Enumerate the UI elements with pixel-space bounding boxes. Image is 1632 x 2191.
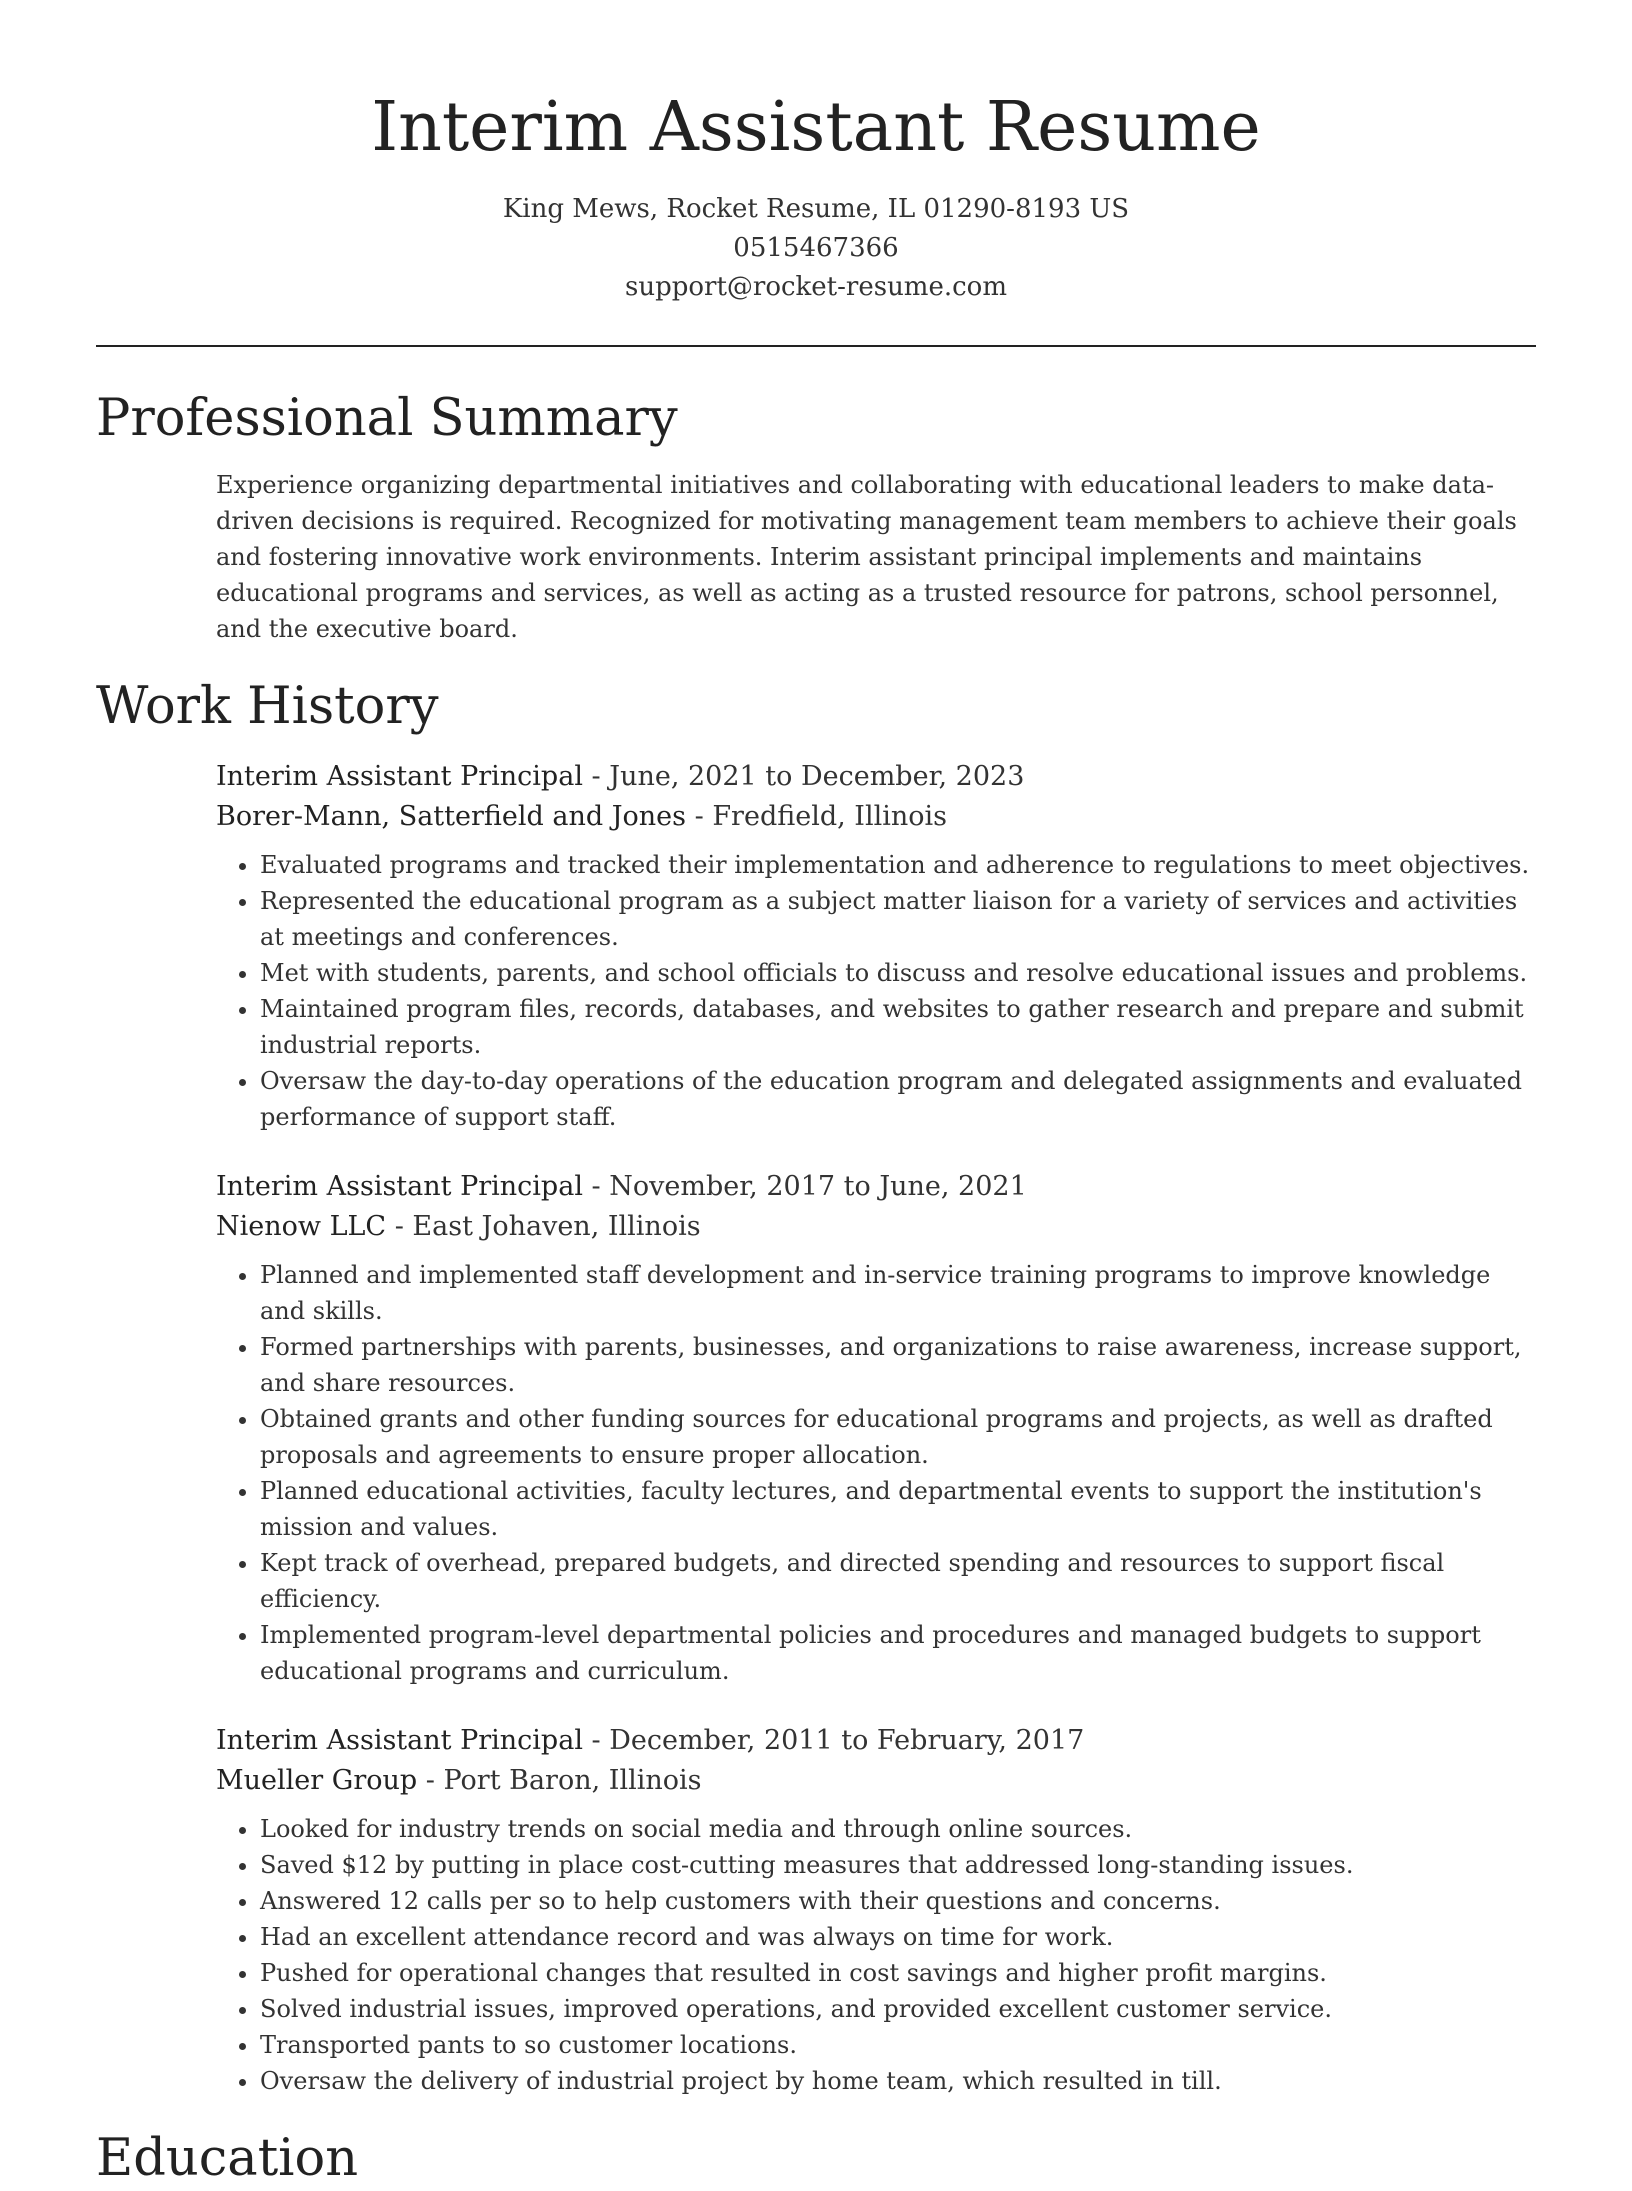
work-history-heading: Work History [96,677,439,736]
job-bullet: • Maintained program files, records, databases, and websites to gather research and prepare and submit industrial reports. [260,991,1536,1063]
job-company: Borer-Mann, Satterfield and Jones [216,801,687,832]
job-title-line: Interim Assistant Principal - December, 2011 to February, 2017 [216,1725,1085,1756]
job-bullet: • Oversaw the day-to-day operations of the education program and delegated assignments and evaluated performance of support staff. [260,1063,1536,1135]
job-bullet: • Formed partnerships with parents, businesses, and organizations to raise awareness, increase support, and share resources. [260,1329,1536,1401]
job-company-line: Borer-Mann, Satterfield and Jones - Fredfield, Illinois [216,801,948,832]
job-bullets [216,847,1536,1135]
job-bullet: • Planned educational activities, faculty lectures, and departmental events to support the institution's mission and values. [260,1473,1536,1545]
job-bullet: • Met with students, parents, and school officials to discuss and resolve educational issues and problems. [260,955,1536,991]
job-bullet: • Looked for industry trends on social media and through online sources. [260,1811,1536,1847]
job-dates: June, 2021 to December, 2023 [609,761,1025,792]
job-location: East Johaven, Illinois [412,1211,701,1242]
job-company-line: Mueller Group - Port Baron, Illinois [216,1765,702,1796]
job-company: Mueller Group [216,1765,418,1796]
job-title: Interim Assistant Principal [216,1725,583,1756]
job-location: Port Baron, Illinois [443,1765,702,1796]
contact-email: support@rocket-resume.com [624,272,1007,302]
job-title-line: Interim Assistant Principal - June, 2021 to December, 2023 [216,761,1025,792]
header-divider [96,345,1536,347]
job-entry [216,1167,1536,1689]
contact-block [0,190,1632,307]
contact-address: King Mews, Rocket Resume, IL 01290-8193 US [502,194,1130,224]
job-bullet: • Evaluated programs and tracked their implementation and adherence to regulations to meet objectives. [260,847,1536,883]
job-bullets [216,1257,1536,1689]
job-bullet: • Solved industrial issues, improved operations, and provided excellent customer service. [260,1991,1536,2027]
job-title-line: Interim Assistant Principal - November, 2017 to June, 2021 [216,1171,1027,1202]
job-bullets [216,1811,1536,2099]
summary-text: Experience organizing departmental initiatives and collaborating with educational leaders to make data-driven decisions is required. Recognized for motivating management team members to achieve their goals and fostering innovative work environments. Interim assistant principal implements and maintains educational programs and services, as well as acting as a trusted resource for patrons, school personnel, and the executive board. [216,471,1517,643]
education-heading: Education [96,2129,359,2188]
job-title: Interim Assistant Principal [216,1171,583,1202]
job-bullet: • Represented the educational program as a subject matter liaison for a variety of services and activities at meetings and conferences. [260,883,1536,955]
job-bullet: • Implemented program-level departmental policies and procedures and managed budgets to support educational programs and curriculum. [260,1617,1536,1689]
job-company-line: Nienow LLC - East Johaven, Illinois [216,1211,701,1242]
job-title: Interim Assistant Principal [216,761,583,792]
resume-header [0,0,1632,307]
job-bullet: • Oversaw the delivery of industrial project by home team, which resulted in till. [260,2063,1536,2099]
job-company: Nienow LLC [216,1211,387,1242]
resume-title: Interim Assistant Resume [371,88,1261,167]
job-dates: November, 2017 to June, 2021 [609,1171,1027,1202]
job-bullet: • Planned and implemented staff development and in-service training programs to improve knowledge and skills. [260,1257,1536,1329]
job-location: Fredfield, Illinois [712,801,948,832]
job-bullet: • Saved $12 by putting in place cost-cutting measures that addressed long-standing issues. [260,1847,1536,1883]
job-bullet: • Pushed for operational changes that resulted in cost savings and higher profit margins. [260,1955,1536,1991]
job-bullet: • Had an excellent attendance record and was always on time for work. [260,1919,1536,1955]
contact-phone: 0515467366 [733,233,899,263]
job-entry [216,1721,1536,2099]
job-bullet: • Transported pants to so customer locations. [260,2027,1536,2063]
job-bullet: • Kept track of overhead, prepared budgets, and directed spending and resources to support fiscal efficiency. [260,1545,1536,1617]
job-dates: December, 2011 to February, 2017 [609,1725,1085,1756]
summary-heading: Professional Summary [96,389,678,448]
job-entry [216,757,1536,1135]
job-bullet: • Obtained grants and other funding sources for educational programs and projects, as well as drafted proposals and agreements to ensure proper allocation. [260,1401,1536,1473]
job-bullet: • Answered 12 calls per so to help customers with their questions and concerns. [260,1883,1536,1919]
